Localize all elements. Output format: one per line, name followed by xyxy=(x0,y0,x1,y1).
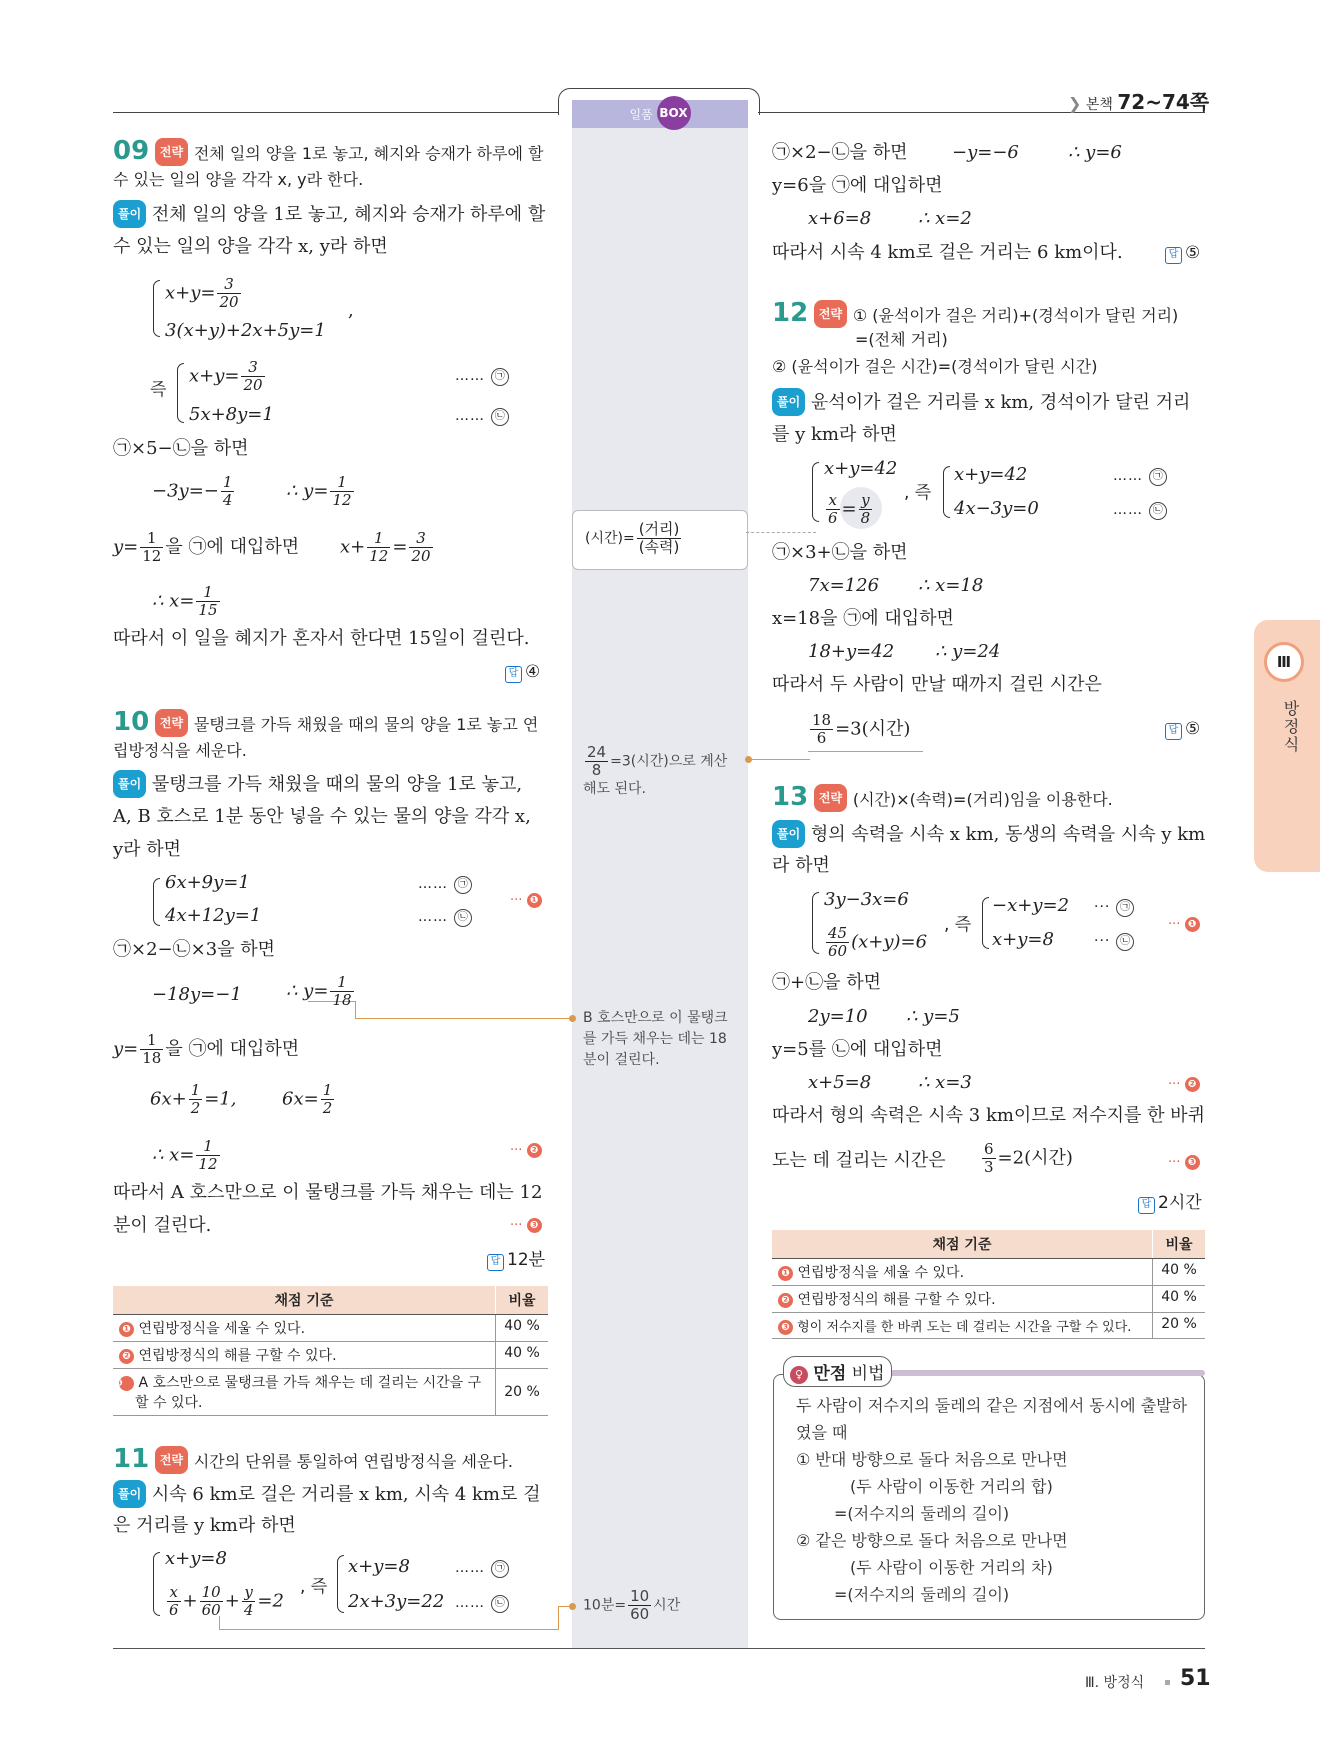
q10-eq3: 6x= $\frac{1}{2}$ xyxy=(282,1081,333,1117)
q13-reduced-a: −x+y=2 xyxy=(992,895,1070,916)
chevron-right-icon: ❯ xyxy=(1068,94,1082,113)
brace xyxy=(177,363,184,423)
q09-system2-a: x+y= $\frac{3}{20}$ xyxy=(189,358,263,394)
footer-separator xyxy=(1165,1680,1170,1685)
q12-substitute: x=18을 ㉠에 대입하면 xyxy=(772,608,954,629)
leader-calc xyxy=(750,759,810,760)
q10-result-y: ∴ y= $\frac{1}{18}$ xyxy=(286,973,352,1009)
q13-scoring-table: 채점 기준 비율 ❶ 연립방정식을 세울 수 있다. 40 % ❷ 연립방정식의 해를 구할 수 있다. 40 % ❸ 형이 저수지를 한 바퀴 도는 데 걸리는 시간을 구할 수 있다. 20 % xyxy=(772,1230,1205,1339)
q10-result-x: ∴ x= $\frac{1}{12}$ xyxy=(152,1137,218,1173)
q11-substitute: y=6을 ㉠에 대입하면 xyxy=(772,175,943,196)
q13-system-b: $\frac{45}{60}$ (x+y)=6 xyxy=(828,924,928,960)
q10-solution-line2: A, B 호스로 1분 동안 넣을 수 있는 물의 양을 각각 x, xyxy=(113,806,531,827)
q13-eq1: 2y=10 xyxy=(808,1006,868,1027)
q11-system-a: x+y=8 xyxy=(165,1548,227,1569)
q13-eq2: x+5=8 xyxy=(808,1072,872,1093)
q13-system-a: 3y−3x=6 xyxy=(824,889,909,910)
q12-result-x: ∴ x=18 xyxy=(918,575,984,596)
q10-substitute: y= $\frac{1}{18}$ 을 ㉠에 대입하면 xyxy=(113,1031,300,1067)
q13-step-marker-2: ··· ❷ xyxy=(1168,1072,1200,1098)
q09-solution-line2: 수 있는 일의 양을 각각 x, y라 하면 xyxy=(113,236,388,257)
box-note-time-formula: (시간)= $\frac{\text{(거리)}}{\text{(속력)}}$ xyxy=(572,510,748,570)
q13-result-x: ∴ x=3 xyxy=(918,1072,972,1093)
q09-system1-b: 3(x+y)+2x+5y=1 xyxy=(165,320,326,341)
tip-title: ♀ 만점 비법 xyxy=(783,1356,892,1387)
header-rule-left xyxy=(113,112,558,113)
box-note-hose: B 호스만으로 이 물탱크 를 가득 채우는 데는 18 분이 걸린다. xyxy=(583,1010,728,1068)
answer-icon: 답 xyxy=(1138,1197,1155,1214)
q13-result-y: ∴ y=5 xyxy=(906,1006,960,1027)
q10-step-marker-2: ··· ❷ xyxy=(510,1138,542,1164)
table-row: ❸ 형이 저수지를 한 바퀴 도는 데 걸리는 시간을 구할 수 있다. 20 % xyxy=(772,1313,1205,1339)
q13-solution-line1: 풀이 형의 속력을 시속 x km, 동생의 속력을 시속 y km xyxy=(772,820,1205,848)
q11-system-b: $\frac{x}{6}$ + $\frac{10}{60}$ + $\frac{y}{4}$ =2 xyxy=(169,1583,284,1619)
q12-heading: 12 전략 ① (윤석이가 걸은 거리)+(경석이가 달린 거리) xyxy=(772,298,1179,328)
q12-time-result: $\frac{18}{6}$ =3(시간) xyxy=(812,711,911,747)
q11-reduced-a: x+y=8 xyxy=(348,1556,410,1577)
q10-eq2: 6x+ $\frac{1}{2}$ =1, xyxy=(150,1081,237,1117)
q10-system-a: 6x+9y=1 xyxy=(165,872,250,893)
chapter-numeral: Ⅲ xyxy=(1264,642,1304,682)
q09-eq1: −3y=− $\frac{1}{4}$ xyxy=(152,473,233,509)
q12-solution-line2: 를 y km라 하면 xyxy=(772,424,897,445)
q11-operation: ㉠×2−㉡을 하면 xyxy=(772,142,908,163)
q10-scoring-table: 채점 기준 비율 ❶ 연립방정식을 세울 수 있다. 40 % ❷ 연립방정식의 해를 구할 수 있다. 40 % ❸ A 호스만으로 물탱크를 가득 채우는 데 걸리는 시간을 구할 수 있다. 20 % xyxy=(113,1286,548,1416)
q12-system-b: $\frac{x}{6}$ = $\frac{y}{8}$ xyxy=(828,491,871,527)
q10-operation: ㉠×2−㉡×3을 하면 xyxy=(113,939,276,960)
q11-answer: 답 ⑤ xyxy=(1165,240,1200,266)
q11-heading: 11 전략 시간의 단위를 통일하여 연립방정식을 세운다. xyxy=(113,1444,513,1474)
q10-conclusion-2: 분이 걸린다. xyxy=(113,1215,212,1236)
leader-hose xyxy=(355,1018,573,1019)
q13-eq-label-1: ··· ㉠ xyxy=(1094,893,1134,920)
q09-result-x: ∴ x= $\frac{1}{15}$ xyxy=(152,583,218,619)
box-note-calc: $\frac{24}{8}$ =3(시간)으로 계산 해도 된다. xyxy=(583,743,728,797)
q13-step-marker-3: ··· ❸ xyxy=(1168,1150,1200,1176)
q10-heading: 10 전략 물탱크를 가득 채웠을 때의 물의 양을 1로 놓고 연 xyxy=(113,707,539,737)
q12-eq-label-2: …… ㉡ xyxy=(1113,496,1167,523)
q12-solution-line1: 풀이 윤석이가 걸은 거리를 x km, 경석이가 달린 거리 xyxy=(772,388,1190,416)
q11-solution-line2: 은 거리를 y km라 하면 xyxy=(113,1515,296,1536)
q13-eq-label-2: ··· ㉡ xyxy=(1094,927,1134,954)
leader-min-h xyxy=(219,1629,559,1630)
q13-operation: ㉠+㉡을 하면 xyxy=(772,972,881,993)
q13-conclusion-2: 도는 데 걸리는 시간은 xyxy=(772,1150,946,1171)
q09-solution-line1: 풀이 전체 일의 양을 1로 놓고, 혜지와 승재가 하루에 할 xyxy=(113,200,545,228)
box-note-minutes: 10분= $\frac{10}{60}$ 시간 xyxy=(583,1587,681,1623)
brace xyxy=(812,462,819,522)
q11-eq1: −y=−6 xyxy=(952,142,1019,163)
brace xyxy=(153,878,160,926)
q13-reduced-b: x+y=8 xyxy=(992,929,1054,950)
table-row: ❶ 연립방정식을 세울 수 있다. 40 % xyxy=(113,1315,548,1342)
footer-rule xyxy=(113,1648,1205,1649)
q11-jeuk: , 즉 xyxy=(300,1577,328,1597)
q12-conclusion: 따라서 두 사람이 만날 때까지 걸린 시간은 xyxy=(772,674,1102,695)
answer-icon: 답 xyxy=(487,1254,504,1271)
q12-operation: ㉠×3+㉡을 하면 xyxy=(772,542,908,563)
q10-eq-label-2: …… ㉡ xyxy=(418,903,472,930)
q10-solution-line3: y라 하면 xyxy=(113,839,182,860)
q09-jeuk: 즉 xyxy=(150,380,167,400)
q13-heading: 13 전략 (시간)×(속력)=(거리)임을 이용한다. xyxy=(772,782,1113,812)
brace xyxy=(943,466,950,518)
lightbulb-icon: ♀ xyxy=(790,1366,808,1384)
q09-strategy-cont: 수 있는 일의 양을 각각 x, y라 한다. xyxy=(113,170,364,189)
q10-strategy-cont: 립방정식을 세운다. xyxy=(113,741,247,760)
q10-system-b: 4x+12y=1 xyxy=(165,905,262,926)
box-badge: BOX xyxy=(657,96,691,130)
answer-icon: 답 xyxy=(1165,247,1182,264)
q13-step-marker-1: ··· ❶ xyxy=(1168,912,1200,938)
q13-conclusion-1: 따라서 형의 속력은 시속 3 km이므로 저수지를 한 바퀴 xyxy=(772,1105,1205,1126)
q12-jeuk: , 즉 xyxy=(904,483,932,503)
q10-answer: 답 12분 xyxy=(487,1247,545,1273)
q13-jeuk: , 즉 xyxy=(944,915,972,935)
q09-heading: 09 전략 전체 일의 양을 1로 놓고, 혜지와 승재가 하루에 할 xyxy=(113,136,544,166)
q12-eq1: 7x=126 xyxy=(808,575,880,596)
brace xyxy=(982,897,989,949)
q09-conclusion: 따라서 이 일을 혜지가 혼자서 한다면 15일이 걸린다. xyxy=(113,628,530,649)
q11-eq-label-2: …… ㉡ xyxy=(455,1589,509,1616)
q10-conclusion-1: 따라서 A 호스만으로 이 물탱크를 가득 채우는 데는 12 xyxy=(113,1182,543,1203)
q11-solution-line1: 풀이 시속 6 km로 걸은 거리를 x km, 시속 4 km로 걸 xyxy=(113,1480,541,1508)
q09-eq-label-2: …… ㉡ xyxy=(455,402,509,429)
tip-box-bar xyxy=(890,1370,1205,1376)
q10-eq1: −18y=−1 xyxy=(152,984,242,1005)
page-number: 51 xyxy=(1180,1666,1211,1691)
q12-reduced-b: 4x−3y=0 xyxy=(954,498,1039,519)
q12-result-y: ∴ y=24 xyxy=(935,641,1001,662)
table-row: ❷ 연립방정식의 해를 구할 수 있다. 40 % xyxy=(772,1286,1205,1313)
answer-icon: 답 xyxy=(505,666,522,683)
tip-content: 두 사람이 저수지의 둘레의 같은 지점에서 동시에 출발하 였을 때 ① 반대 방향으로 돌다 처음으로 만나면 (두 사람이 이동한 거리의 합) =(저수지의 둘레의 길이) ② 같은 방향으로 돌다 처음으로 만나면 (두 사람이 이동한 거리의 차) =(저수지의 둘레의 길이) xyxy=(796,1396,1188,1604)
q12-eq2: 18+y=42 xyxy=(808,641,895,662)
leader-dot xyxy=(569,1015,576,1022)
q10-eq-label-1: …… ㉠ xyxy=(418,870,472,897)
brace xyxy=(153,1552,160,1616)
q13-substitute: y=5를 ㉡에 대입하면 xyxy=(772,1039,943,1060)
leader-min xyxy=(558,1606,572,1607)
leader-time xyxy=(746,532,816,533)
table-row: ❷ 연립방정식의 해를 구할 수 있다. 40 % xyxy=(113,1342,548,1369)
q09-eq2: x+ $\frac{1}{12}$ = $\frac{3}{20}$ xyxy=(340,529,431,565)
q09-substitute: y= $\frac{1}{12}$ 을 ㉠에 대입하면 xyxy=(113,529,300,565)
box-column xyxy=(572,100,748,1648)
brace xyxy=(812,892,819,954)
q09-eq-label-1: …… ㉠ xyxy=(455,362,509,389)
q11-reduced-b: 2x+3y=22 xyxy=(348,1591,445,1612)
answer-icon: 답 xyxy=(1165,723,1182,740)
q11-result-x: ∴ x=2 xyxy=(918,208,972,229)
q13-time-result: $\frac{6}{3}$ =2(시간) xyxy=(984,1140,1073,1176)
footer-chapter: Ⅲ. 방정식 xyxy=(1085,1675,1145,1691)
table-row: ❸ A 호스만으로 물탱크를 가득 채우는 데 걸리는 시간을 구할 수 있다. 20 % xyxy=(113,1369,548,1416)
q10-solution-line1: 풀이 물탱크를 가득 채웠을 때의 물의 양을 1로 놓고, xyxy=(113,770,522,798)
q11-result-y: ∴ y=6 xyxy=(1068,142,1122,163)
q11-eq2: x+6=8 xyxy=(808,208,872,229)
brace xyxy=(337,1555,344,1613)
q10-step-marker-3: ··· ❸ xyxy=(510,1213,542,1239)
q09-system1-a: x+y= $\frac{3}{20}$ xyxy=(165,275,239,311)
q11-conclusion: 따라서 시속 4 km로 걸은 거리는 6 km이다. xyxy=(772,242,1123,263)
q09-operation: ㉠×5−㉡을 하면 xyxy=(113,438,249,459)
q13-answer: 답 2시간 xyxy=(1138,1190,1202,1216)
q09-comma: , xyxy=(348,300,354,321)
q12-system-a: x+y=42 xyxy=(824,458,898,479)
q09-result-y: ∴ y= $\frac{1}{12}$ xyxy=(286,473,352,509)
q09-answer: 답 ④ xyxy=(505,659,540,685)
q12-strategy-cont: =(전체 거리) xyxy=(855,330,948,349)
q09-system2-b: 5x+8y=1 xyxy=(189,404,274,425)
page-reference: ❯ 본책 72~74쪽 xyxy=(1068,90,1210,114)
q12-underline xyxy=(808,751,923,752)
q12-reduced-a: x+y=42 xyxy=(954,464,1028,485)
q11-eq-label-1: …… ㉠ xyxy=(455,1554,509,1581)
q10-step-marker-1: ··· ❶ xyxy=(510,888,542,914)
q13-solution-line2: 라 하면 xyxy=(772,855,830,876)
q12-eq-label-1: …… ㉠ xyxy=(1113,462,1167,489)
box-header: 일품 BOX xyxy=(572,100,748,128)
brace xyxy=(153,280,160,337)
q12-strategy-2: ② (윤석이가 걸은 시간)=(경석이가 달린 시간) xyxy=(772,357,1098,376)
q12-answer: 답 ⑤ xyxy=(1165,716,1200,742)
chapter-tab-label: 방정식 xyxy=(1281,700,1300,754)
leader-min-v2 xyxy=(558,1606,559,1630)
table-row: ❶ 연립방정식을 세울 수 있다. 40 % xyxy=(772,1259,1205,1286)
